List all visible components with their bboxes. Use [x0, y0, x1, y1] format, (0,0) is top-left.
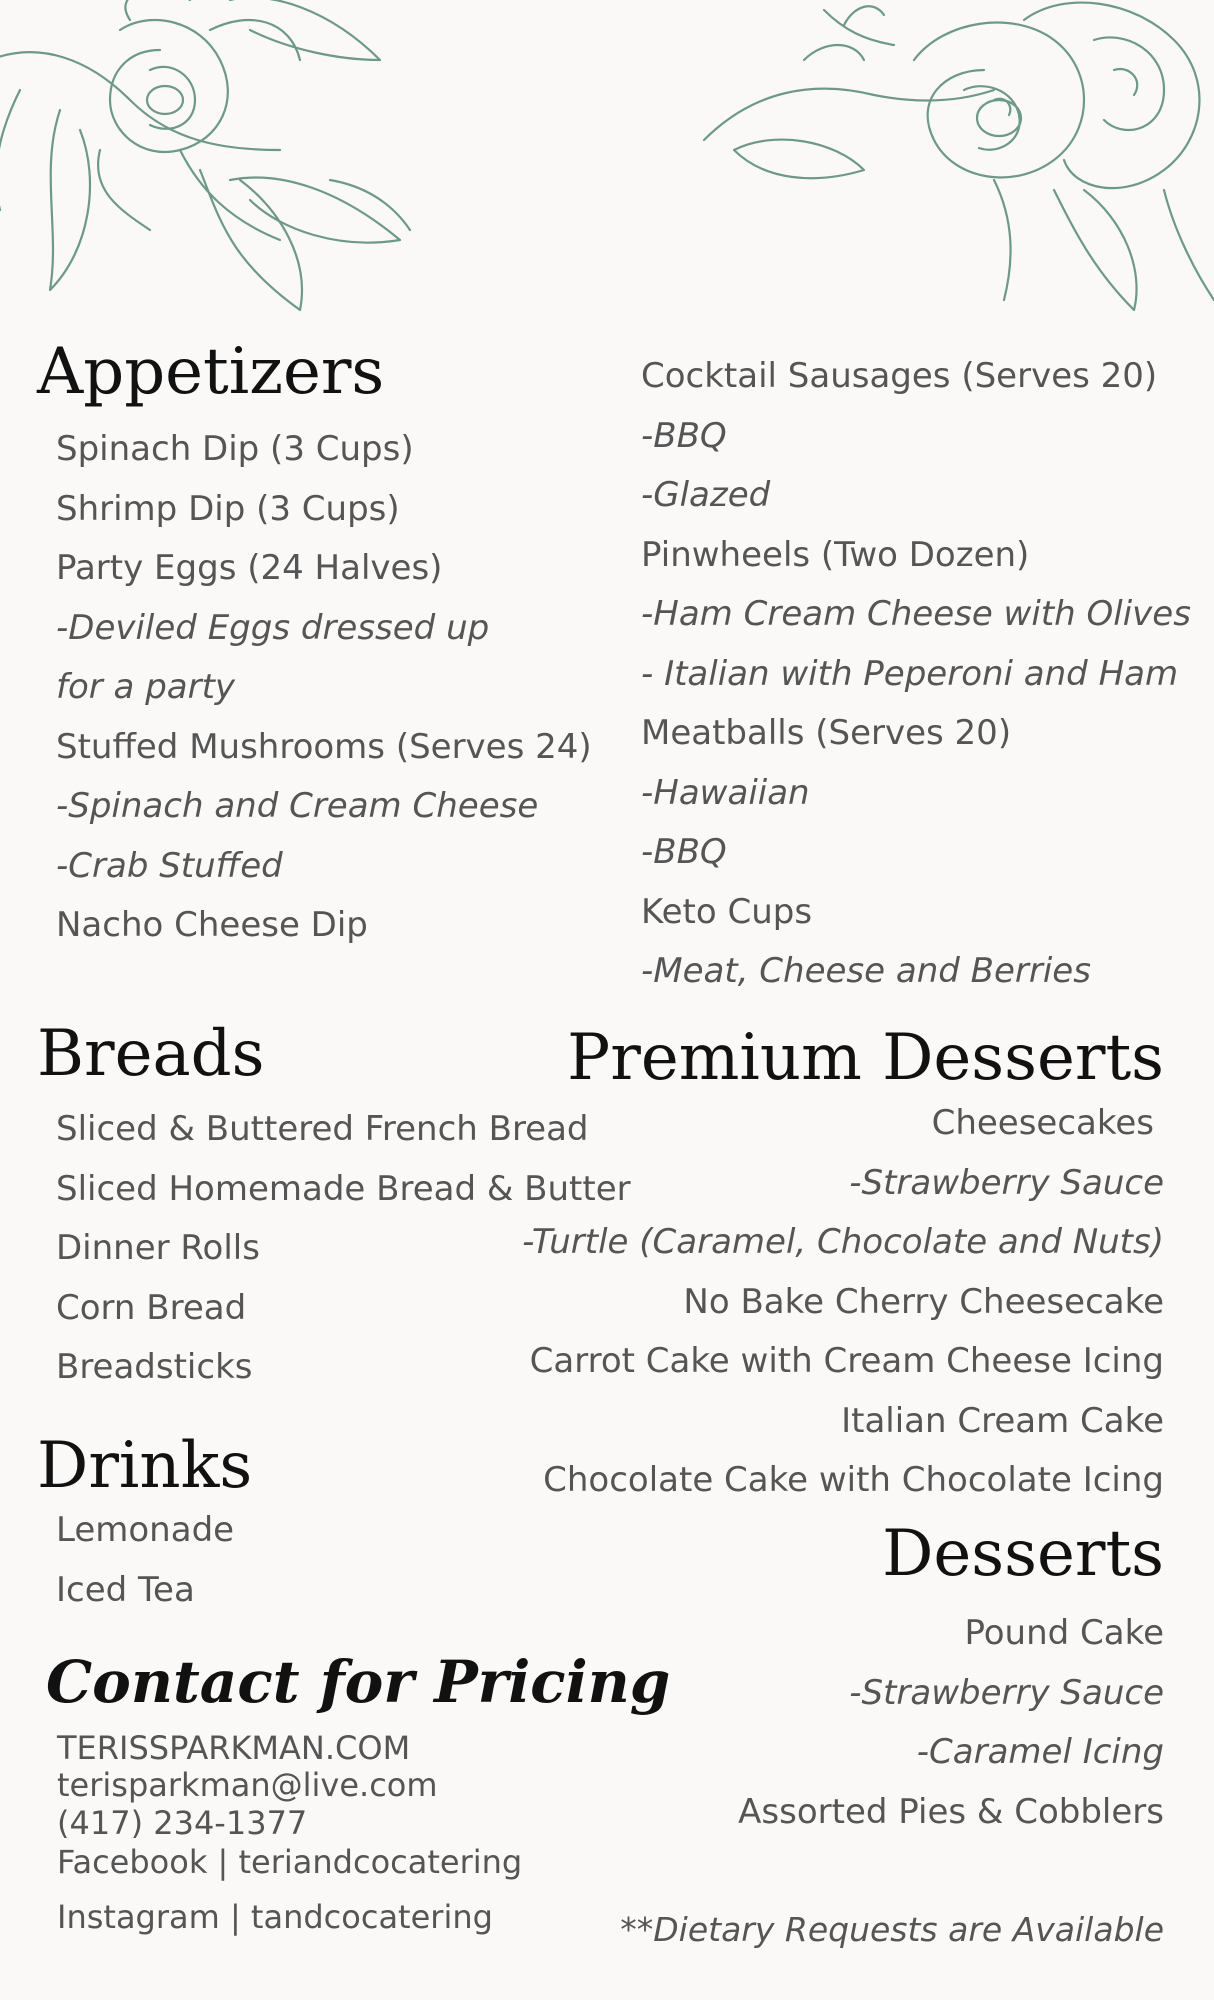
list-item: Shrimp Dip (3 Cups) — [56, 488, 400, 529]
list-item: Iced Tea — [56, 1569, 195, 1610]
list-item: Carrot Cake with Cream Cheese Icing — [529, 1341, 1164, 1381]
list-item: -Strawberry Sauce — [849, 1162, 1164, 1203]
list-item: -Ham Cream Cheese with Olives — [641, 594, 1191, 634]
website-link[interactable]: TERISSPARKMAN.COM — [57, 1729, 411, 1767]
appetizers-right-list — [641, 347, 1201, 1002]
list-item: -Strawberry Sauce — [849, 1672, 1164, 1713]
list-item: Party Eggs (24 Halves) — [56, 548, 443, 588]
dietary-footnote: **Dietary Requests are Available — [620, 1910, 1164, 1949]
instagram-link[interactable]: Instagram | tandcocatering — [57, 1898, 493, 1936]
list-item: Cheesecakes — [931, 1103, 1154, 1143]
drinks-heading: Drinks — [37, 1429, 253, 1503]
drinks-list — [56, 1501, 456, 1620]
appetizers-heading: Appetizers — [37, 335, 385, 409]
appetizers-left-list — [56, 420, 616, 956]
list-item: - Italian with Peperoni and Ham — [641, 653, 1179, 694]
floral-illustration-left-icon — [0, 0, 440, 320]
list-item: -Meat, Cheese and Berries — [641, 951, 1091, 991]
list-item: Corn Bread — [56, 1287, 247, 1328]
floral-illustration-right-icon — [694, 0, 1214, 320]
list-item: -Deviled Eggs dressed up — [56, 607, 490, 648]
list-item: -Glazed — [641, 475, 771, 515]
list-item: Keto Cups — [641, 891, 813, 932]
list-item: Lemonade — [56, 1510, 235, 1550]
list-item: Sliced Homemade Bread & Butter — [56, 1168, 631, 1209]
list-item: -BBQ — [641, 832, 727, 872]
list-item: Cocktail Sausages (Serves 20) — [641, 356, 1158, 396]
list-item: -Caramel Icing — [916, 1732, 1164, 1772]
list-item: Nacho Cheese Dip — [56, 905, 368, 945]
list-item: Italian Cream Cake — [841, 1400, 1164, 1441]
list-item: Chocolate Cake with Chocolate Icing — [543, 1460, 1164, 1500]
contact-block — [57, 1730, 577, 1937]
list-item: Dinner Rolls — [56, 1228, 260, 1268]
premium-desserts-heading: Premium Desserts — [567, 1021, 1164, 1095]
list-item: No Bake Cherry Cheesecake — [683, 1281, 1164, 1322]
desserts-list — [604, 1604, 1164, 1842]
list-item: -BBQ — [641, 415, 727, 456]
desserts-heading: Desserts — [882, 1517, 1164, 1591]
list-item: Pound Cake — [964, 1613, 1164, 1653]
list-item: Spinach Dip (3 Cups) — [56, 429, 414, 469]
list-item: Sliced & Buttered French Bread — [56, 1109, 589, 1149]
list-item: Breadsticks — [56, 1347, 253, 1387]
breads-heading: Breads — [37, 1017, 265, 1091]
list-item: -Spinach and Cream Cheese — [56, 786, 539, 826]
list-item: Pinwheels (Two Dozen) — [641, 534, 1030, 575]
list-item: for a party — [56, 667, 236, 707]
email-link[interactable]: terisparkman@live.com — [57, 1766, 438, 1804]
facebook-link[interactable]: Facebook | teriandcocatering — [57, 1843, 523, 1881]
phone-number[interactable]: (417) 234-1377 — [57, 1804, 308, 1842]
list-item: -Hawaiian — [641, 772, 810, 813]
list-item: Assorted Pies & Cobblers — [738, 1791, 1164, 1832]
list-item: -Turtle (Caramel, Chocolate and Nuts) — [522, 1222, 1164, 1262]
contact-heading: Contact for Pricing — [46, 1648, 671, 1716]
list-item: Stuffed Mushrooms (Serves 24) — [56, 726, 592, 767]
list-item: Meatballs (Serves 20) — [641, 713, 1012, 753]
list-item: -Crab Stuffed — [56, 845, 283, 886]
premium-desserts-list — [484, 1094, 1164, 1511]
